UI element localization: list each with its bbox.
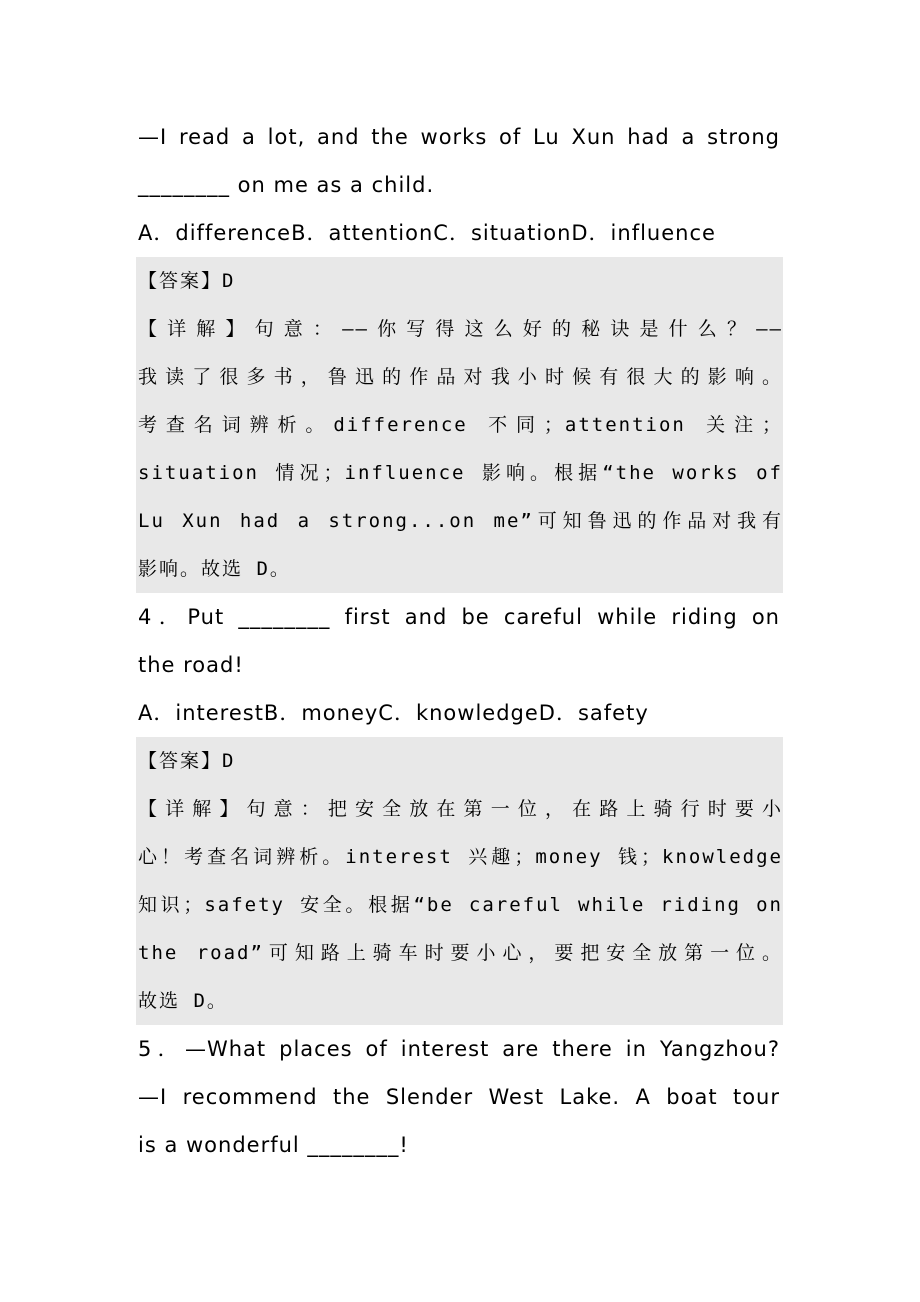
explanation-line: 【详解】句意：把安全放在第一位，在路上骑行时要小 <box>138 798 783 820</box>
question-text: the road! <box>138 653 244 677</box>
document-page <box>138 113 783 1169</box>
question-text: 4．Put ________ first and be careful while riding on <box>138 605 780 629</box>
question-options: A．differenceB．attentionC．situationD．influence <box>138 221 716 245</box>
answer-label: 【答案】D <box>138 750 236 772</box>
explanation-line: 影响。故选 D。 <box>138 558 291 580</box>
explanation-line: 心！考查名词辨析。interest 兴趣；money 钱；knowledge <box>138 846 783 868</box>
question-text: is a wonderful ________! <box>138 1133 409 1157</box>
answer-block <box>136 737 783 1025</box>
question-text: 5．—What places of interest are there in Yangzhou? <box>138 1037 780 1061</box>
question-text: —I read a lot, and the works of Lu Xun had a strong <box>138 125 780 149</box>
explanation-line: 我读了很多书，鲁迅的作品对我小时候有很大的影响。 <box>138 366 783 388</box>
question-options: A．interestB．moneyC．knowledgeD．safety <box>138 701 649 725</box>
answer-label: 【答案】D <box>138 270 236 292</box>
explanation-line: 故选 D。 <box>138 990 228 1012</box>
explanation-line: the road”可知路上骑车时要小心，要把安全放第一位。 <box>138 942 783 964</box>
explanation-line: Lu Xun had a strong...on me”可知鲁迅的作品对我有 <box>138 510 783 532</box>
question-text: —I recommend the Slender West Lake. A boat tour <box>138 1085 780 1109</box>
explanation-line: 【详解】句意：——你写得这么好的秘诀是什么？—— <box>138 318 783 340</box>
explanation-line: situation 情况；influence 影响。根据“the works of <box>138 462 783 484</box>
explanation-line: 考查名词辨析。difference 不同；attention 关注； <box>138 414 783 436</box>
question-text: ________ on me as a child. <box>138 173 435 197</box>
answer-block <box>136 257 783 593</box>
explanation-line: 知识；safety 安全。根据“be careful while riding on <box>138 894 783 916</box>
